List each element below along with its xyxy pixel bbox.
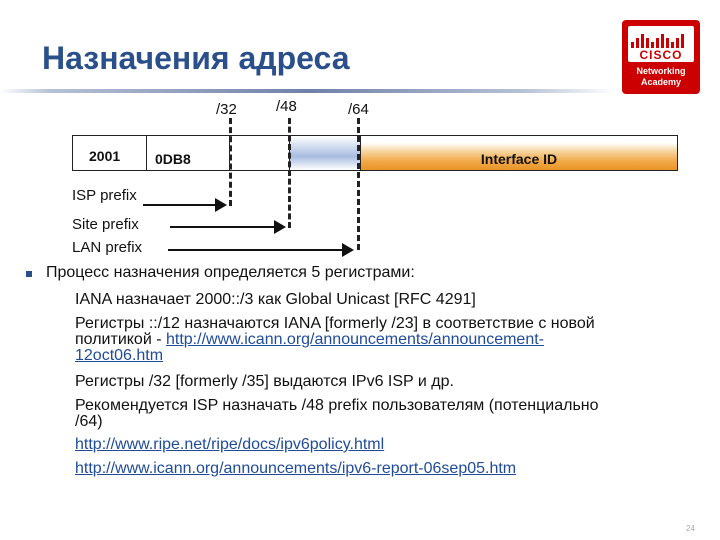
bullet-marker xyxy=(26,271,32,277)
cell-interface-id xyxy=(360,135,678,171)
logo-line-2: Academy xyxy=(640,77,682,87)
icann-announcement-link-cont[interactable]: 12oct06.htm xyxy=(75,347,164,364)
cisco-bars-icon xyxy=(631,30,686,48)
iana-line: IANA назначает 2000::/3 как Global Unicast [RFC 4291] xyxy=(75,291,476,308)
title-divider xyxy=(0,89,615,93)
lan-prefix-arrow xyxy=(168,249,352,251)
cell-2001-label: 2001 xyxy=(89,148,121,164)
cell-0db8 xyxy=(146,135,230,171)
ripe-policy-link[interactable]: http://www.ripe.net/ripe/docs/ipv6policy.html xyxy=(75,436,385,453)
registries-12-line-2 xyxy=(75,331,544,348)
cell-0db8-label: 0DB8 xyxy=(155,151,191,167)
isp-prefix-arrow xyxy=(143,204,225,206)
site-prefix-arrow xyxy=(170,226,284,228)
registries-12-policy-text: политикой - xyxy=(75,331,166,348)
cell-2001 xyxy=(72,135,147,171)
cell-lan-bits xyxy=(289,135,361,171)
cell-site-bits xyxy=(229,135,290,171)
tick-label-48: /48 xyxy=(276,98,297,115)
logo-subtitle xyxy=(622,66,700,88)
bullet-main-text: Процесс назначения определяется 5 регистрами: xyxy=(46,264,415,281)
boundary-64 xyxy=(357,118,360,250)
logo-line-1: Networking xyxy=(636,66,686,76)
registries-32-line: Регистры /32 [formerly /35] выдаются IPv6 ISP и др. xyxy=(75,373,454,390)
boundary-48 xyxy=(288,118,291,228)
lan-prefix-label: LAN prefix xyxy=(72,239,143,256)
cisco-networking-academy-logo xyxy=(622,20,700,94)
registries-12-line-1: Регистры ::/12 назначаются IANA [formerly /23] в соответствие с новой xyxy=(75,315,595,332)
boundary-32 xyxy=(229,118,232,206)
tick-label-64: /64 xyxy=(348,101,369,118)
site-prefix-label: Site prefix xyxy=(72,216,139,233)
recommend-line-2: /64) xyxy=(75,413,103,430)
page-title: Назначения адреса xyxy=(42,40,350,76)
icann-report-link[interactable]: http://www.icann.org/announcements/ipv6-report-06sep05.htm xyxy=(75,460,517,477)
cell-interface-id-label: Interface ID xyxy=(480,151,558,167)
recommend-line-1: Рекомендуется ISP назначать /48 prefix пользователям (потенциально xyxy=(75,397,599,414)
isp-prefix-label: ISP prefix xyxy=(72,187,137,204)
page-number: 24 xyxy=(686,524,695,533)
tick-label-32: /32 xyxy=(216,101,237,118)
logo-wordmark: CISCO xyxy=(639,48,683,62)
icann-announcement-link[interactable]: http://www.icann.org/announcements/announcement- xyxy=(165,331,544,348)
